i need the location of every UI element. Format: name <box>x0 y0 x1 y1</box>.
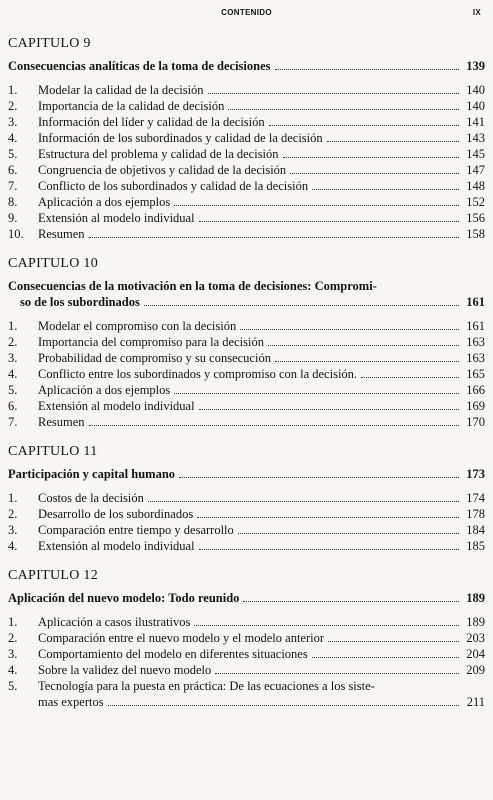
dot-leader <box>312 189 459 190</box>
entry-number: 7. <box>8 415 18 429</box>
entry-title: Extensión al modelo individual <box>38 399 195 413</box>
entry-title: Resumen <box>38 227 85 241</box>
chapter-12 <box>8 566 485 710</box>
dot-leader <box>174 205 459 206</box>
toc-entry[interactable] <box>8 522 485 538</box>
toc-entry[interactable] <box>8 318 485 334</box>
toc-entry[interactable] <box>8 614 485 630</box>
dot-leader <box>243 601 459 602</box>
entry-number: 1. <box>8 319 18 333</box>
toc-entry[interactable] <box>8 114 485 130</box>
chapter-page-number: 189 <box>466 591 485 605</box>
dot-leader <box>238 533 459 534</box>
entry-page-number: 211 <box>466 695 485 709</box>
toc-entry[interactable] <box>8 538 485 554</box>
entry-title: Comparación entre tiempo y desarrollo <box>38 523 234 537</box>
toc-entry[interactable] <box>8 630 485 646</box>
chapter-title-line-1: Consecuencias de la motivación en la toma de decisiones: Compromi- <box>8 279 377 293</box>
entry-page-number: 170 <box>466 415 485 429</box>
entry-title: Comportamiento del modelo en diferentes situaciones <box>38 647 308 661</box>
toc-entry[interactable] <box>8 366 485 382</box>
entry-number: 8. <box>8 195 18 209</box>
entry-page-number: 145 <box>466 147 485 161</box>
entry-title: Probabilidad de compromiso y su consecución <box>38 351 271 365</box>
dot-leader <box>268 345 459 346</box>
entry-page-number: 143 <box>466 131 485 145</box>
entry-number: 9. <box>8 211 18 225</box>
entry-title: Información del líder y calidad de la decisión <box>38 115 265 129</box>
entry-number: 6. <box>8 163 18 177</box>
chapter-label: CAPITULO 9 <box>8 36 91 51</box>
toc-entry[interactable] <box>8 226 485 242</box>
entry-page-number: 163 <box>466 335 485 349</box>
entry-page-number: 152 <box>466 195 485 209</box>
entry-page-number: 158 <box>466 227 485 241</box>
dot-leader <box>199 549 459 550</box>
entry-number: 4. <box>8 131 18 145</box>
entry-page-number: 140 <box>466 83 485 97</box>
entry-title: Aplicación a casos ilustrativos <box>38 615 191 629</box>
entry-page-number: 148 <box>466 179 485 193</box>
dot-leader <box>283 157 459 158</box>
entry-page-number: 178 <box>466 507 485 521</box>
chapter-label: CAPITULO 12 <box>8 568 99 583</box>
entry-page-number: 156 <box>466 211 485 225</box>
chapter-title-text: Aplicación del nuevo modelo: Todo reunido <box>8 591 240 605</box>
entry-title: Resumen <box>38 415 85 429</box>
toc-entry[interactable] <box>8 646 485 662</box>
entry-number: 6. <box>8 399 18 413</box>
chapter-page-number: 173 <box>466 467 485 481</box>
entry-title: Modelar la calidad de la decisión <box>38 83 204 97</box>
dot-leader <box>199 221 459 222</box>
entry-number: 10. <box>8 227 24 241</box>
toc-entry[interactable] <box>8 146 485 162</box>
entry-title: Sobre la validez del nuevo modelo <box>38 663 212 677</box>
dot-leader <box>312 657 459 658</box>
entry-number: 1. <box>8 615 18 629</box>
table-of-contents <box>8 34 485 722</box>
entry-number: 4. <box>8 663 18 677</box>
toc-entry[interactable] <box>8 178 485 194</box>
dot-leader <box>179 477 459 478</box>
entry-number: 7. <box>8 179 18 193</box>
entry-title: Costos de la decisión <box>38 491 144 505</box>
toc-entry[interactable] <box>8 98 485 114</box>
toc-entry[interactable] <box>8 398 485 414</box>
toc-entry[interactable] <box>8 210 485 226</box>
dot-leader <box>228 109 459 110</box>
chapter-title[interactable] <box>8 466 485 482</box>
entry-number: 3. <box>8 351 18 365</box>
entry-page-number: 166 <box>466 383 485 397</box>
dot-leader <box>240 329 459 330</box>
entry-page-number: 174 <box>466 491 485 505</box>
entry-title-line-1: Tecnología para la puesta en práctica: De las ecuaciones a los siste- <box>38 679 375 693</box>
toc-entry[interactable] <box>8 130 485 146</box>
dot-leader <box>144 305 459 306</box>
entry-title: Estructura del problema y calidad de la decisión <box>38 147 279 161</box>
toc-entry[interactable] <box>8 414 485 430</box>
dot-leader <box>269 125 459 126</box>
dot-leader <box>208 93 459 94</box>
entry-title: Aplicación a dos ejemplos <box>38 383 171 397</box>
toc-entry[interactable] <box>8 82 485 98</box>
entry-page-number: 147 <box>466 163 485 177</box>
entry-page-number: 204 <box>466 647 485 661</box>
dot-leader <box>275 69 460 70</box>
entry-page-number: 185 <box>466 539 485 553</box>
toc-entry[interactable] <box>8 662 485 678</box>
toc-entry[interactable] <box>8 162 485 178</box>
entry-page-number: 163 <box>466 351 485 365</box>
entry-title: Importancia del compromiso para la decisión <box>38 335 264 349</box>
dot-leader <box>199 409 459 410</box>
dot-leader <box>275 361 459 362</box>
entry-number: 5. <box>8 383 18 397</box>
dot-leader <box>108 705 459 706</box>
dot-leader <box>361 377 459 378</box>
dot-leader <box>197 517 459 518</box>
entry-title: Extensión al modelo individual <box>38 211 195 225</box>
entry-number: 5. <box>8 147 18 161</box>
entry-title: Aplicación a dos ejemplos <box>38 195 171 209</box>
entry-page-number: 209 <box>466 663 485 677</box>
entry-number: 2. <box>8 507 18 521</box>
entry-title: Desarrollo de los subordinados <box>38 507 194 521</box>
running-head-page-number: IX <box>472 8 481 17</box>
chapter-11 <box>8 442 485 554</box>
chapter-title[interactable] <box>8 590 485 606</box>
entry-number: 2. <box>8 631 18 645</box>
entry-title: Información de los subordinados y calidad de la decisión <box>38 131 323 145</box>
toc-entry[interactable] <box>8 490 485 506</box>
entry-number: 4. <box>8 367 18 381</box>
dot-leader <box>215 673 459 674</box>
entry-number: 1. <box>8 491 18 505</box>
entry-number: 1. <box>8 83 18 97</box>
toc-entry[interactable] <box>8 506 485 522</box>
toc-entry[interactable] <box>8 334 485 350</box>
entry-page-number: 184 <box>466 523 485 537</box>
toc-entry[interactable] <box>8 382 485 398</box>
dot-leader <box>89 425 459 426</box>
running-head <box>0 6 493 20</box>
entry-number: 4. <box>8 539 18 553</box>
entry-number: 3. <box>8 523 18 537</box>
chapter-title[interactable] <box>8 278 485 310</box>
entry-title: Extensión al modelo individual <box>38 539 195 553</box>
toc-entry[interactable] <box>8 350 485 366</box>
toc-entry[interactable] <box>8 678 485 710</box>
dot-leader <box>89 237 459 238</box>
entry-page-number: 165 <box>466 367 485 381</box>
entry-number: 3. <box>8 115 18 129</box>
chapter-title-line-2: so de los subordinados <box>20 295 140 309</box>
dot-leader <box>327 141 459 142</box>
chapter-label: CAPITULO 11 <box>8 444 98 459</box>
entry-page-number: 140 <box>466 99 485 113</box>
entry-page-number: 189 <box>466 615 485 629</box>
entry-page-number: 161 <box>466 319 485 333</box>
chapter-title-text: Participación y capital humano <box>8 467 176 481</box>
dot-leader <box>148 501 459 502</box>
entry-title: Importancia de la calidad de decisión <box>38 99 225 113</box>
entry-number: 3. <box>8 647 18 661</box>
entry-number: 2. <box>8 335 18 349</box>
entry-title: Congruencia de objetivos y calidad de la decisión <box>38 163 287 177</box>
dot-leader <box>174 393 459 394</box>
dot-leader <box>328 641 459 642</box>
entry-page-number: 203 <box>466 631 485 645</box>
chapter-10 <box>8 254 485 430</box>
entry-title: Conflicto de los subordinados y calidad de la decisión <box>38 179 309 193</box>
dot-leader <box>290 173 459 174</box>
chapter-title-text: Consecuencias analíticas de la toma de decisiones <box>8 59 271 73</box>
dot-leader <box>194 625 459 626</box>
chapter-9 <box>8 34 485 242</box>
chapter-label: CAPITULO 10 <box>8 256 99 271</box>
entry-title-line-2: mas expertos <box>38 695 104 709</box>
entry-title: Modelar el compromiso con la decisión <box>38 319 237 333</box>
entry-page-number: 141 <box>466 115 485 129</box>
chapter-title[interactable] <box>8 58 485 74</box>
entry-title: Comparación entre el nuevo modelo y el modelo anterior <box>38 631 325 645</box>
chapter-page-number: 139 <box>466 59 485 73</box>
entry-number: 5. <box>8 679 18 693</box>
running-head-title: CONTENIDO <box>221 8 272 17</box>
chapter-page-number: 161 <box>466 295 485 309</box>
entry-page-number: 169 <box>466 399 485 413</box>
toc-entry[interactable] <box>8 194 485 210</box>
entry-number: 2. <box>8 99 18 113</box>
entry-title: Conflicto entre los subordinados y compromiso con la decisión. <box>38 367 358 381</box>
